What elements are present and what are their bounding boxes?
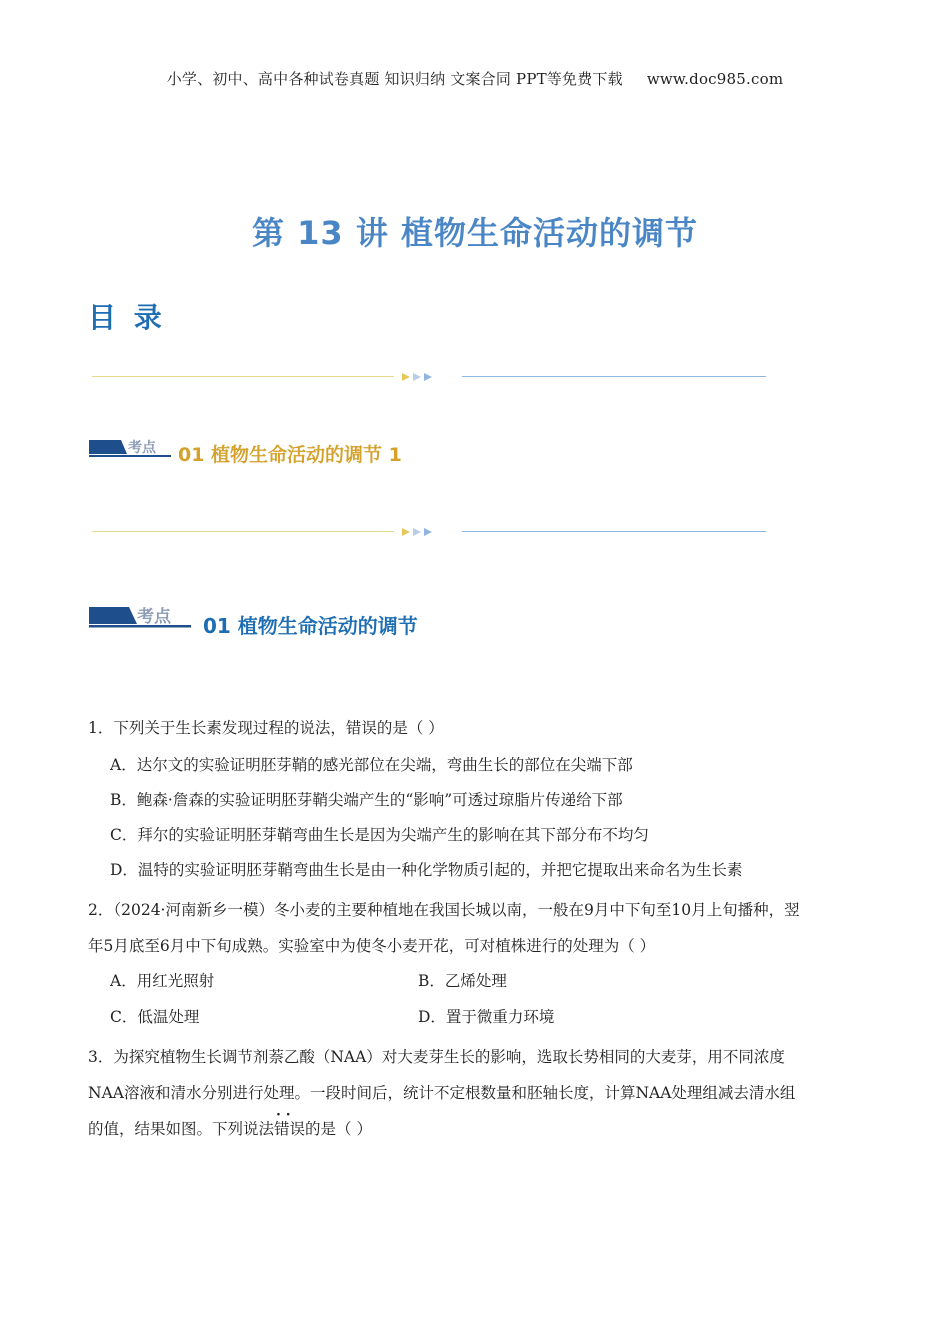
toc-divider-bottom — [92, 526, 766, 538]
toc-badge-label: 考点 — [128, 440, 156, 456]
question-2-option-b: B．乙烯处理 — [418, 972, 507, 990]
question-2-option-a: A．用红光照射 — [110, 972, 215, 990]
section-badge-label: 考点 — [137, 607, 171, 627]
question-3-stem-post: 的是（ ） — [305, 1120, 372, 1138]
question-3-stem-line1: 3．为探究植物生长调节剂萘乙酸（NAA）对大麦芽生长的影响，选取长势相同的大麦芽，用不同浓度 — [88, 1048, 785, 1066]
question-2-option-c: C．低温处理 — [110, 1008, 200, 1026]
question-1-option-d: D．温特的实验证明胚芽鞘弯曲生长是由一种化学物质引起的，并把它提取出来命名为生长素 — [110, 861, 743, 879]
question-1-option-b: B．鲍森·詹森的实验证明胚芽鞘尖端产生的“影响”可透过琼脂片传递给下部 — [110, 791, 623, 809]
header-site: www.doc985.com — [646, 70, 784, 88]
question-2-stem-line1: 2．（2024·河南新乡一模）冬小麦的主要种植地在我国长城以南，一般在9月中下旬至10月上旬播种，翌 — [88, 901, 800, 919]
question-1-stem: 1．下列关于生长素发现过程的说法，错误的是（ ） — [88, 719, 444, 737]
toc-heading: 目 录 — [88, 301, 166, 334]
toc-entry[interactable]: 01 植物生命活动的调节 1 — [178, 444, 402, 466]
section-badge — [89, 602, 191, 630]
question-3-stem-pre: 的值，结果如图。下列说法 — [88, 1120, 275, 1138]
triple-arrow-icon — [402, 371, 442, 383]
question-1-option-a: A．达尔文的实验证明胚芽鞘的感光部位在尖端，弯曲生长的部位在尖端下部 — [110, 756, 633, 774]
question-3-stem-line2: NAA溶液和清水分别进行处理。一段时间后，统计不定根数量和胚轴长度，计算NAA处理组减去清水组 — [88, 1084, 796, 1102]
question-3-emphasis: · · 错误 — [274, 1112, 305, 1147]
lecture-title: 第 13 讲 植物生命活动的调节 — [252, 214, 698, 252]
header-text: 小学、初中、高中各种试卷真题 知识归纳 文案合同 PPT等免费下载 — [166, 70, 623, 88]
section-title: 01 植物生命活动的调节 — [203, 614, 418, 638]
question-3-stem-line3 — [88, 1112, 868, 1147]
question-2-stem-line2: 年5月底至6月中下旬成熟。实验室中为使冬小麦开花，可对植株进行的处理为（ ） — [88, 937, 656, 955]
toc-badge — [89, 436, 171, 458]
toc-divider-top — [92, 371, 766, 383]
triple-arrow-icon — [402, 526, 442, 538]
question-1-option-c: C．拜尔的实验证明胚芽鞘弯曲生长是因为尖端产生的影响在其下部分布不均匀 — [110, 826, 649, 844]
question-2-option-d: D．置于微重力环境 — [418, 1008, 555, 1026]
page-header — [0, 68, 950, 89]
